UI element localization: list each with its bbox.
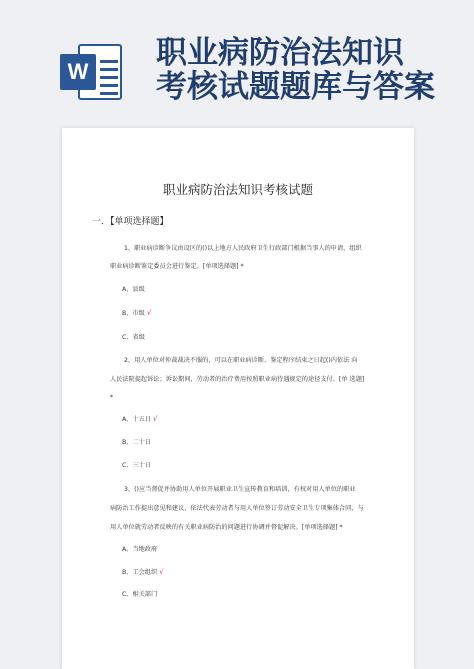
question-1-option-b[interactable] — [122, 308, 151, 317]
question-2-option-a[interactable] — [122, 414, 157, 423]
option-text: C、相关部门 — [122, 591, 158, 598]
question-1-option-c[interactable] — [122, 332, 147, 341]
option-text: B、二十日 — [122, 439, 151, 446]
option-text: A、当地政府 — [122, 546, 158, 553]
answer-mark: √ — [159, 568, 164, 576]
word-logo-letter: W — [60, 54, 96, 90]
question-3-option-a[interactable] — [122, 544, 159, 553]
option-text: C、省级 — [122, 334, 145, 341]
question-3-line-2: 病防治工作提出意见和建议，依法代表劳动者与用人单位签订劳动安全卫生专项集体合同，与 — [110, 505, 364, 512]
document-page — [62, 128, 414, 669]
section-heading: 一．【单项选择题】 — [92, 217, 169, 227]
question-2-line-3: * — [110, 394, 114, 401]
question-2-line-1: 2、用人单位对仲裁裁决不服的，可以在职业病诊断、鉴定程序结束之日起()内依法 向 — [124, 357, 358, 364]
question-1-option-a[interactable] — [122, 284, 147, 293]
question-1-line-2: 职业病诊断鉴定委员会进行鉴定。[单项选择题] * — [110, 263, 244, 270]
answer-mark: √ — [152, 415, 158, 423]
word-icon — [60, 40, 124, 104]
banner-title — [156, 36, 468, 104]
document-title: 职业病防治法知识考核试题 — [162, 182, 313, 197]
question-2-option-c[interactable] — [122, 460, 153, 469]
option-text: A、县级 — [122, 286, 145, 293]
question-3-line-3: 用人单位就劳动者反映的有关职业病防治的问题进行协调并督促解决。[单项选择题] * — [110, 524, 343, 531]
question-2-option-b[interactable] — [122, 437, 153, 446]
banner — [0, 0, 474, 120]
question-2-line-2: 人民法院提起诉讼；诉讼期间，劳动者的治疗费用按照职业病待遇规定的途径支付。[单 选题] — [110, 376, 365, 383]
question-3-line-1: 3、()应当督促并协助用人单位开展职业卫生宣传教育和培训，有权对用人单位的职业 — [124, 486, 356, 493]
banner-title-line1: 职业病防治法知识 — [156, 35, 404, 71]
option-text: C、三十日 — [122, 462, 152, 469]
option-text: A、十五日 — [122, 416, 151, 423]
option-text: B、市级 — [122, 310, 145, 317]
question-1-line-1: 1、职业病诊断争议由设区的()以上地方人民政府卫生行政部门根据当事人的申请，组织 — [124, 245, 362, 252]
answer-mark: √ — [146, 309, 152, 317]
question-3-option-c[interactable] — [122, 589, 159, 598]
banner-title-line2: 考核试题题库与答案 — [156, 69, 435, 105]
question-3-option-b[interactable] — [122, 567, 164, 576]
option-text: B、工会组织 — [122, 569, 158, 576]
